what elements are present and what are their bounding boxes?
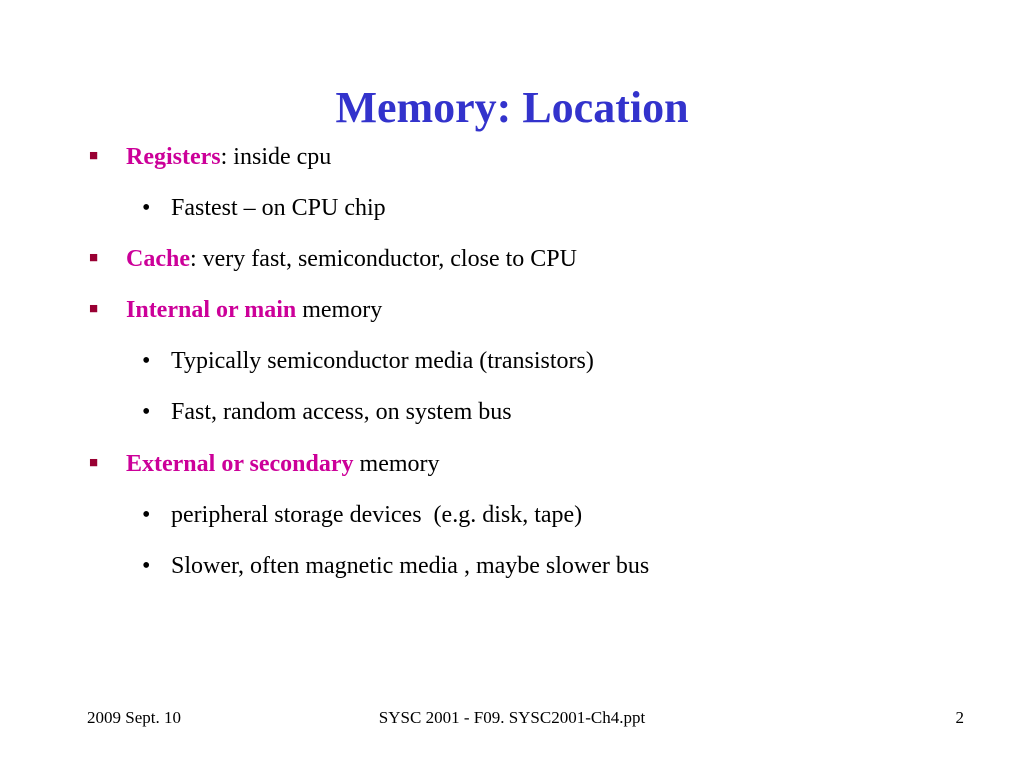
bullet-text: memory bbox=[296, 297, 383, 323]
dot-bullet-icon: • bbox=[142, 399, 151, 425]
bullet-text: Fastest – on CPU chip bbox=[171, 195, 386, 221]
footer-date: 2009 Sept. 10 bbox=[87, 708, 181, 727]
keyword: Registers bbox=[126, 144, 221, 170]
bullet-text: Typically semiconductor media (transistors) bbox=[171, 348, 594, 374]
dot-bullet-icon: • bbox=[142, 502, 151, 528]
dot-bullet-icon: • bbox=[142, 195, 151, 221]
slide-title: Memory: Location bbox=[335, 83, 689, 132]
square-bullet-icon: ■ bbox=[89, 301, 99, 317]
keyword: External or secondary bbox=[126, 451, 354, 477]
dot-bullet-icon: • bbox=[142, 553, 151, 579]
footer-page-number: 2 bbox=[955, 708, 964, 727]
bullet-item-registers bbox=[89, 142, 332, 172]
bullet-item-internal-memory bbox=[89, 295, 383, 325]
bullet-text: Fast, random access, on system bus bbox=[171, 399, 512, 425]
bullet-item-external-memory bbox=[89, 449, 440, 479]
bullet-text: : very fast, semiconductor, close to CPU bbox=[189, 246, 577, 272]
bullet-item-cache bbox=[89, 244, 577, 274]
sub-bullet-item bbox=[142, 500, 583, 530]
footer-course: SYSC 2001 - F09. SYSC2001-Ch4.ppt bbox=[378, 708, 646, 727]
dot-bullet-icon: • bbox=[142, 348, 151, 374]
keyword: Cache bbox=[126, 246, 190, 272]
bullet-text: memory bbox=[353, 451, 440, 477]
sub-bullet-item bbox=[142, 397, 512, 427]
bullet-text: peripheral storage devices (e.g. disk, tape) bbox=[171, 502, 583, 528]
bullet-text: Slower, often magnetic media , maybe slower bus bbox=[171, 553, 650, 579]
square-bullet-icon: ■ bbox=[89, 250, 99, 266]
square-bullet-icon: ■ bbox=[89, 148, 99, 164]
keyword: Internal or main bbox=[126, 297, 297, 323]
sub-bullet-item bbox=[142, 551, 650, 581]
sub-bullet-item bbox=[142, 193, 386, 223]
bullet-text: : inside cpu bbox=[220, 144, 332, 170]
sub-bullet-item bbox=[142, 346, 594, 376]
square-bullet-icon: ■ bbox=[89, 455, 99, 471]
